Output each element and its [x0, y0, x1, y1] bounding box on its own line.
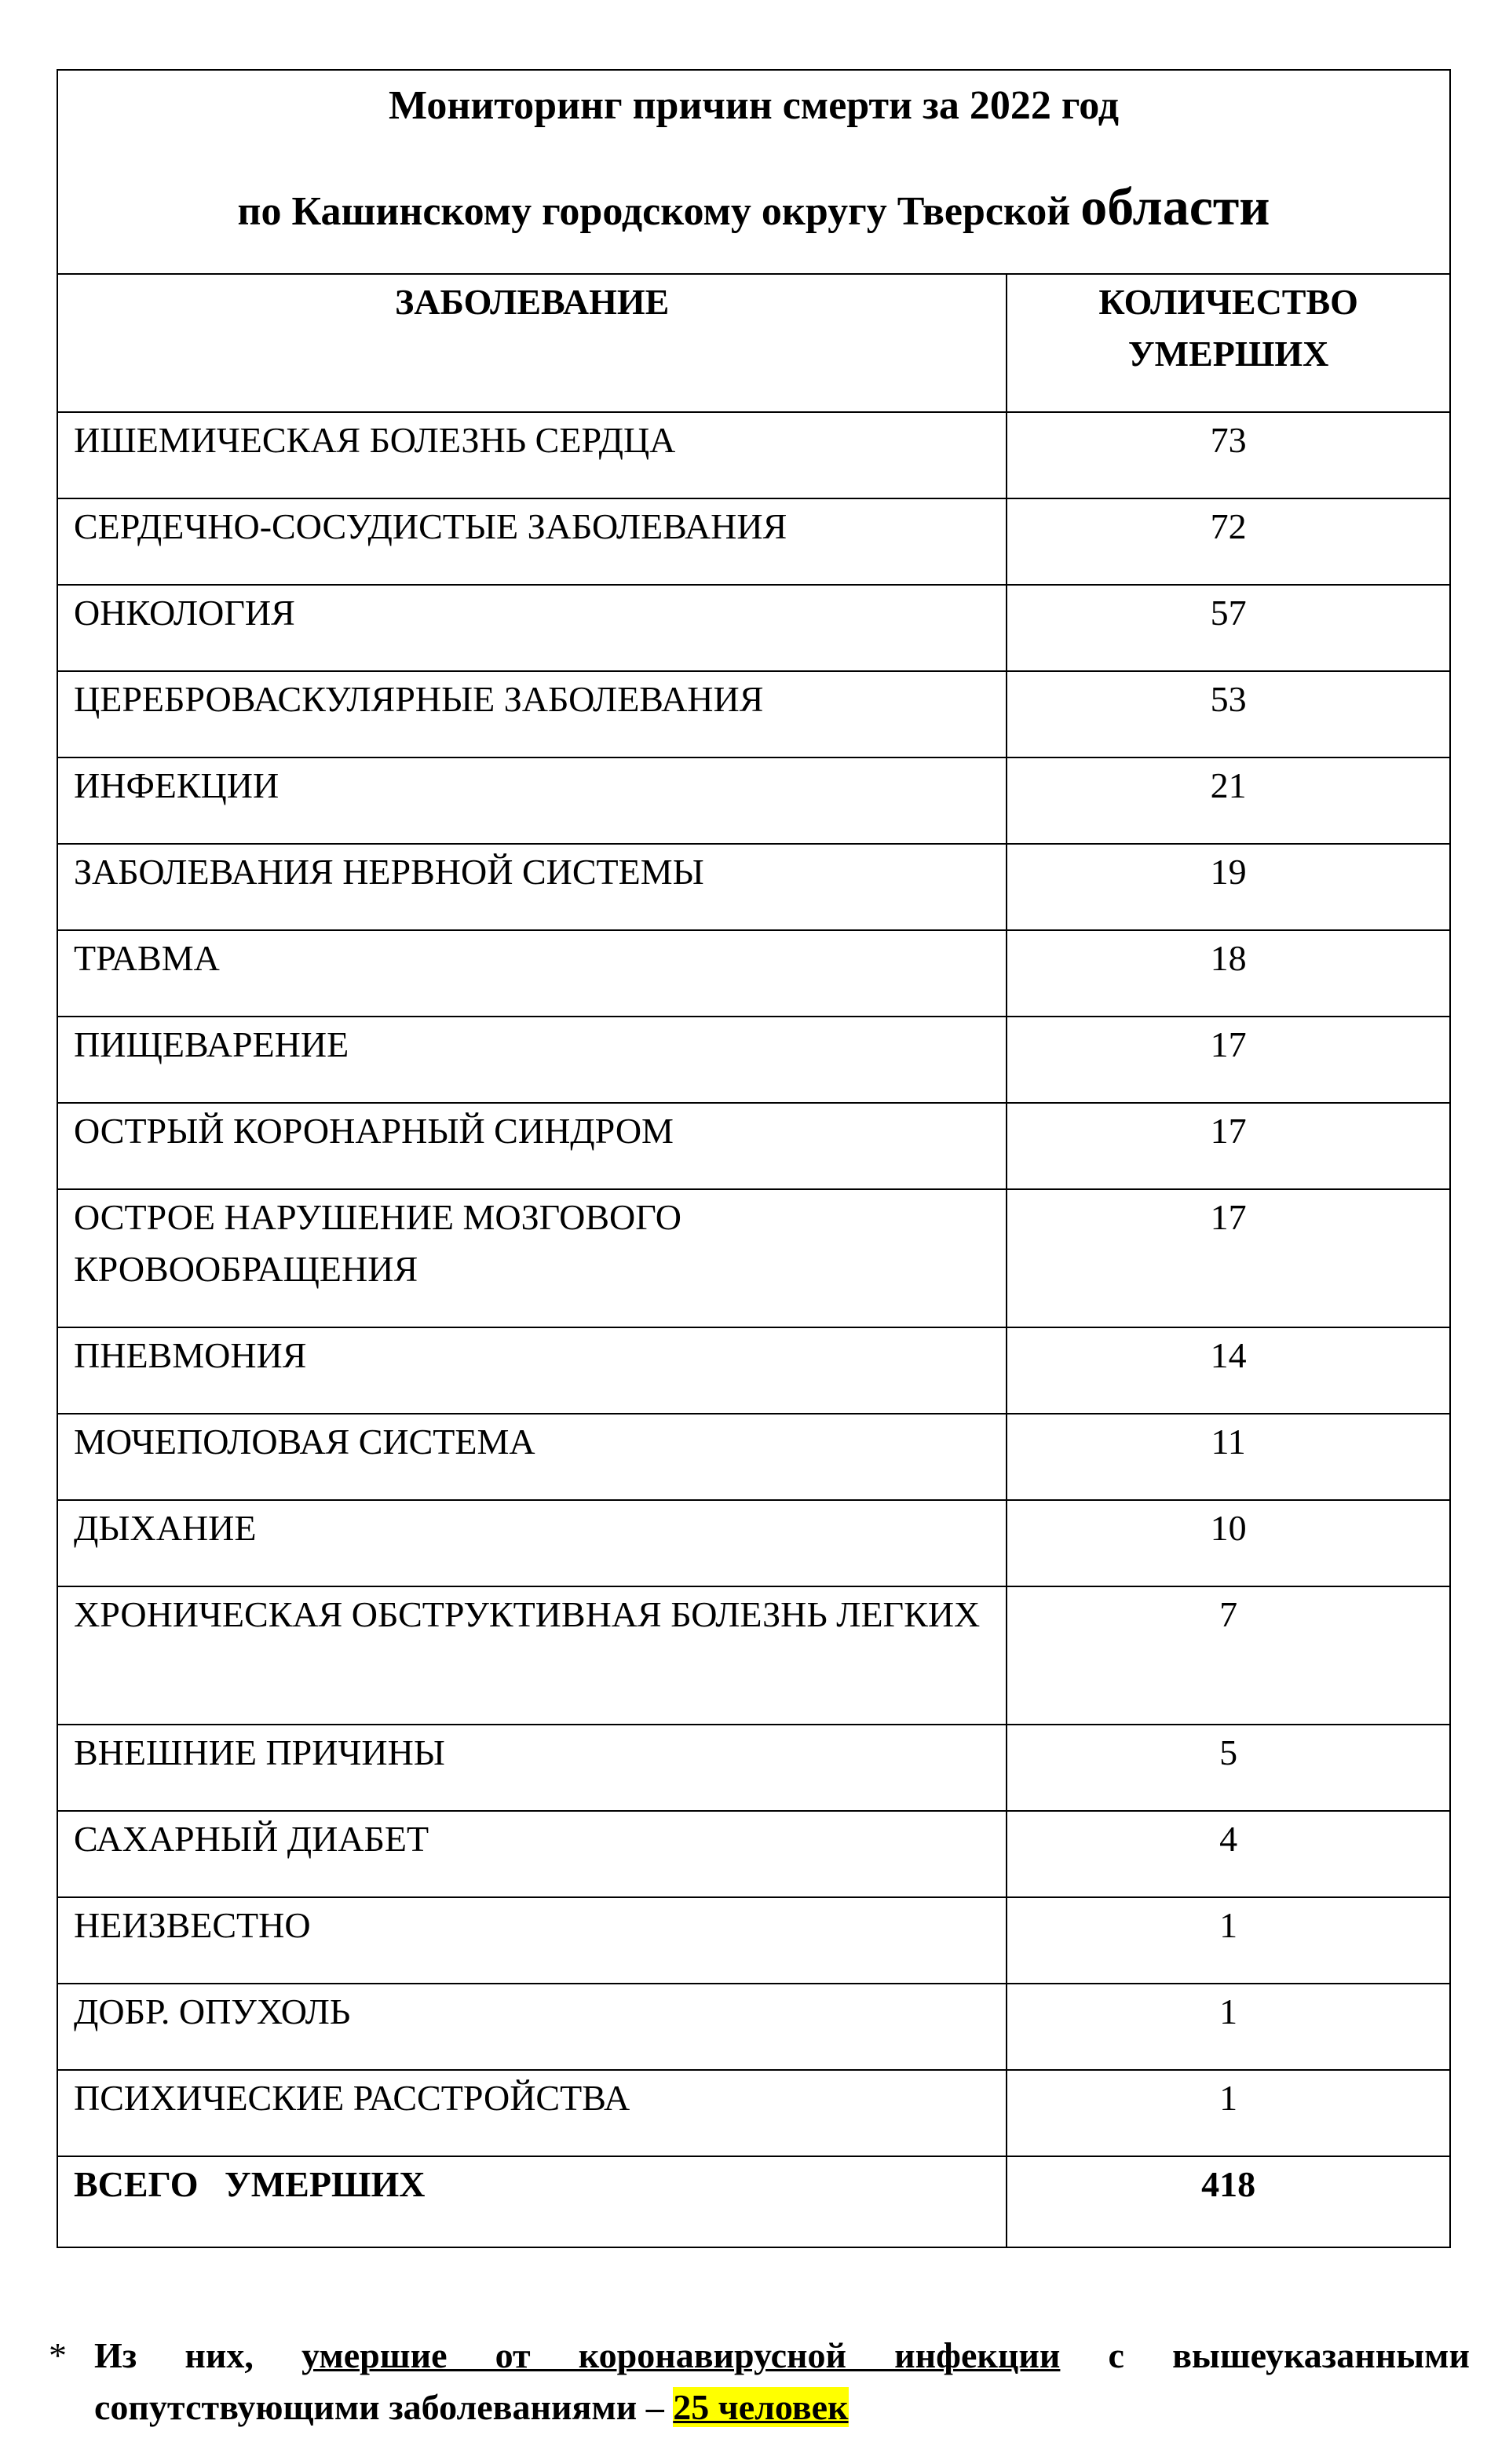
header-disease: ЗАБОЛЕВАНИЕ [57, 274, 1007, 412]
death-count: 4 [1007, 1811, 1450, 1897]
table-row [57, 1327, 1450, 1414]
death-count: 10 [1007, 1500, 1450, 1586]
disease-name: ПИЩЕВАРЕНИЕ [57, 1017, 1007, 1103]
death-count: 7 [1007, 1586, 1450, 1725]
disease-name: ВНЕШНИЕ ПРИЧИНЫ [57, 1725, 1007, 1811]
death-count: 17 [1007, 1017, 1450, 1103]
table-row [57, 1189, 1450, 1327]
table-row [57, 1811, 1450, 1897]
death-count: 72 [1007, 498, 1450, 585]
death-count: 21 [1007, 757, 1450, 844]
table-row [57, 585, 1450, 671]
table-row [57, 1500, 1450, 1586]
table-title [57, 70, 1450, 274]
total-label: ВСЕГО УМЕРШИХ [57, 2156, 1007, 2247]
title-line-1: Мониторинг причин смерти за 2022 год [388, 83, 1120, 128]
disease-name: НЕИЗВЕСТНО [57, 1897, 1007, 1984]
death-count: 53 [1007, 671, 1450, 757]
header-count: КОЛИЧЕСТВО УМЕРШИХ [1007, 274, 1450, 412]
disease-name: ЦЕРЕБРОВАСКУЛЯРНЫЕ ЗАБОЛЕВАНИЯ [57, 671, 1007, 757]
table-row [57, 1017, 1450, 1103]
disease-name: ОСТРЫЙ КОРОНАРНЫЙ СИНДРОМ [57, 1103, 1007, 1189]
total-row [57, 2156, 1450, 2247]
table-row [57, 671, 1450, 757]
death-count: 57 [1007, 585, 1450, 671]
table-row [57, 757, 1450, 844]
death-count: 5 [1007, 1725, 1450, 1811]
footnote-asterisk: * [49, 2335, 67, 2375]
disease-name: ИШЕМИЧЕСКАЯ БОЛЕЗНЬ СЕРДЦА [57, 412, 1007, 498]
death-count: 1 [1007, 1897, 1450, 1984]
death-count: 17 [1007, 1103, 1450, 1189]
footnote-line-1: Из них, умершие от коронавирусной инфекции с вышеуказанными [94, 2335, 1470, 2375]
table-row [57, 1414, 1450, 1500]
disease-name: ИНФЕКЦИИ [57, 757, 1007, 844]
death-count: 19 [1007, 844, 1450, 930]
disease-name: ДОБР. ОПУХОЛЬ [57, 1984, 1007, 2070]
table-row [57, 1897, 1450, 1984]
table-row [57, 1984, 1450, 2070]
disease-name: ДЫХАНИЕ [57, 1500, 1007, 1586]
death-count: 18 [1007, 930, 1450, 1017]
disease-name: ПСИХИЧЕСКИЕ РАССТРОЙСТВА [57, 2070, 1007, 2156]
mortality-table [57, 69, 1451, 2248]
title-line-2: по Кашинскому городскому округу Тверской области [237, 177, 1270, 236]
total-count: 418 [1007, 2156, 1450, 2247]
table-row [57, 498, 1450, 585]
death-count: 1 [1007, 2070, 1450, 2156]
disease-name: ХРОНИЧЕСКАЯ ОБСТРУКТИВНАЯ БОЛЕЗНЬ ЛЕГКИХ [57, 1586, 1007, 1725]
disease-name: ОСТРОЕ НАРУШЕНИЕ МОЗГОВОГО КРОВООБРАЩЕНИЯ [57, 1189, 1007, 1327]
table-row [57, 1586, 1450, 1725]
table-row [57, 844, 1450, 930]
death-count: 17 [1007, 1189, 1450, 1327]
death-count: 1 [1007, 1984, 1450, 2070]
disease-name: САХАРНЫЙ ДИАБЕТ [57, 1811, 1007, 1897]
table-row [57, 1725, 1450, 1811]
death-count: 11 [1007, 1414, 1450, 1500]
disease-name: ОНКОЛОГИЯ [57, 585, 1007, 671]
disease-name: МОЧЕПОЛОВАЯ СИСТЕМА [57, 1414, 1007, 1500]
footnote-line-2: сопутствующими заболеваниями – 25 человек [94, 2387, 849, 2427]
table-row [57, 2070, 1450, 2156]
covid-deaths-count: 25 человек [673, 2387, 849, 2427]
disease-name: СЕРДЕЧНО-СОСУДИСТЫЕ ЗАБОЛЕВАНИЯ [57, 498, 1007, 585]
death-count: 14 [1007, 1327, 1450, 1414]
table-row [57, 930, 1450, 1017]
death-count: 73 [1007, 412, 1450, 498]
table-row [57, 1103, 1450, 1189]
table-row [57, 412, 1450, 498]
disease-name: ТРАВМА [57, 930, 1007, 1017]
covid-deaths-phrase: умершие от коронавирусной инфекции [301, 2335, 1061, 2375]
disease-name: ПНЕВМОНИЯ [57, 1327, 1007, 1414]
disease-name: ЗАБОЛЕВАНИЯ НЕРВНОЙ СИСТЕМЫ [57, 844, 1007, 930]
